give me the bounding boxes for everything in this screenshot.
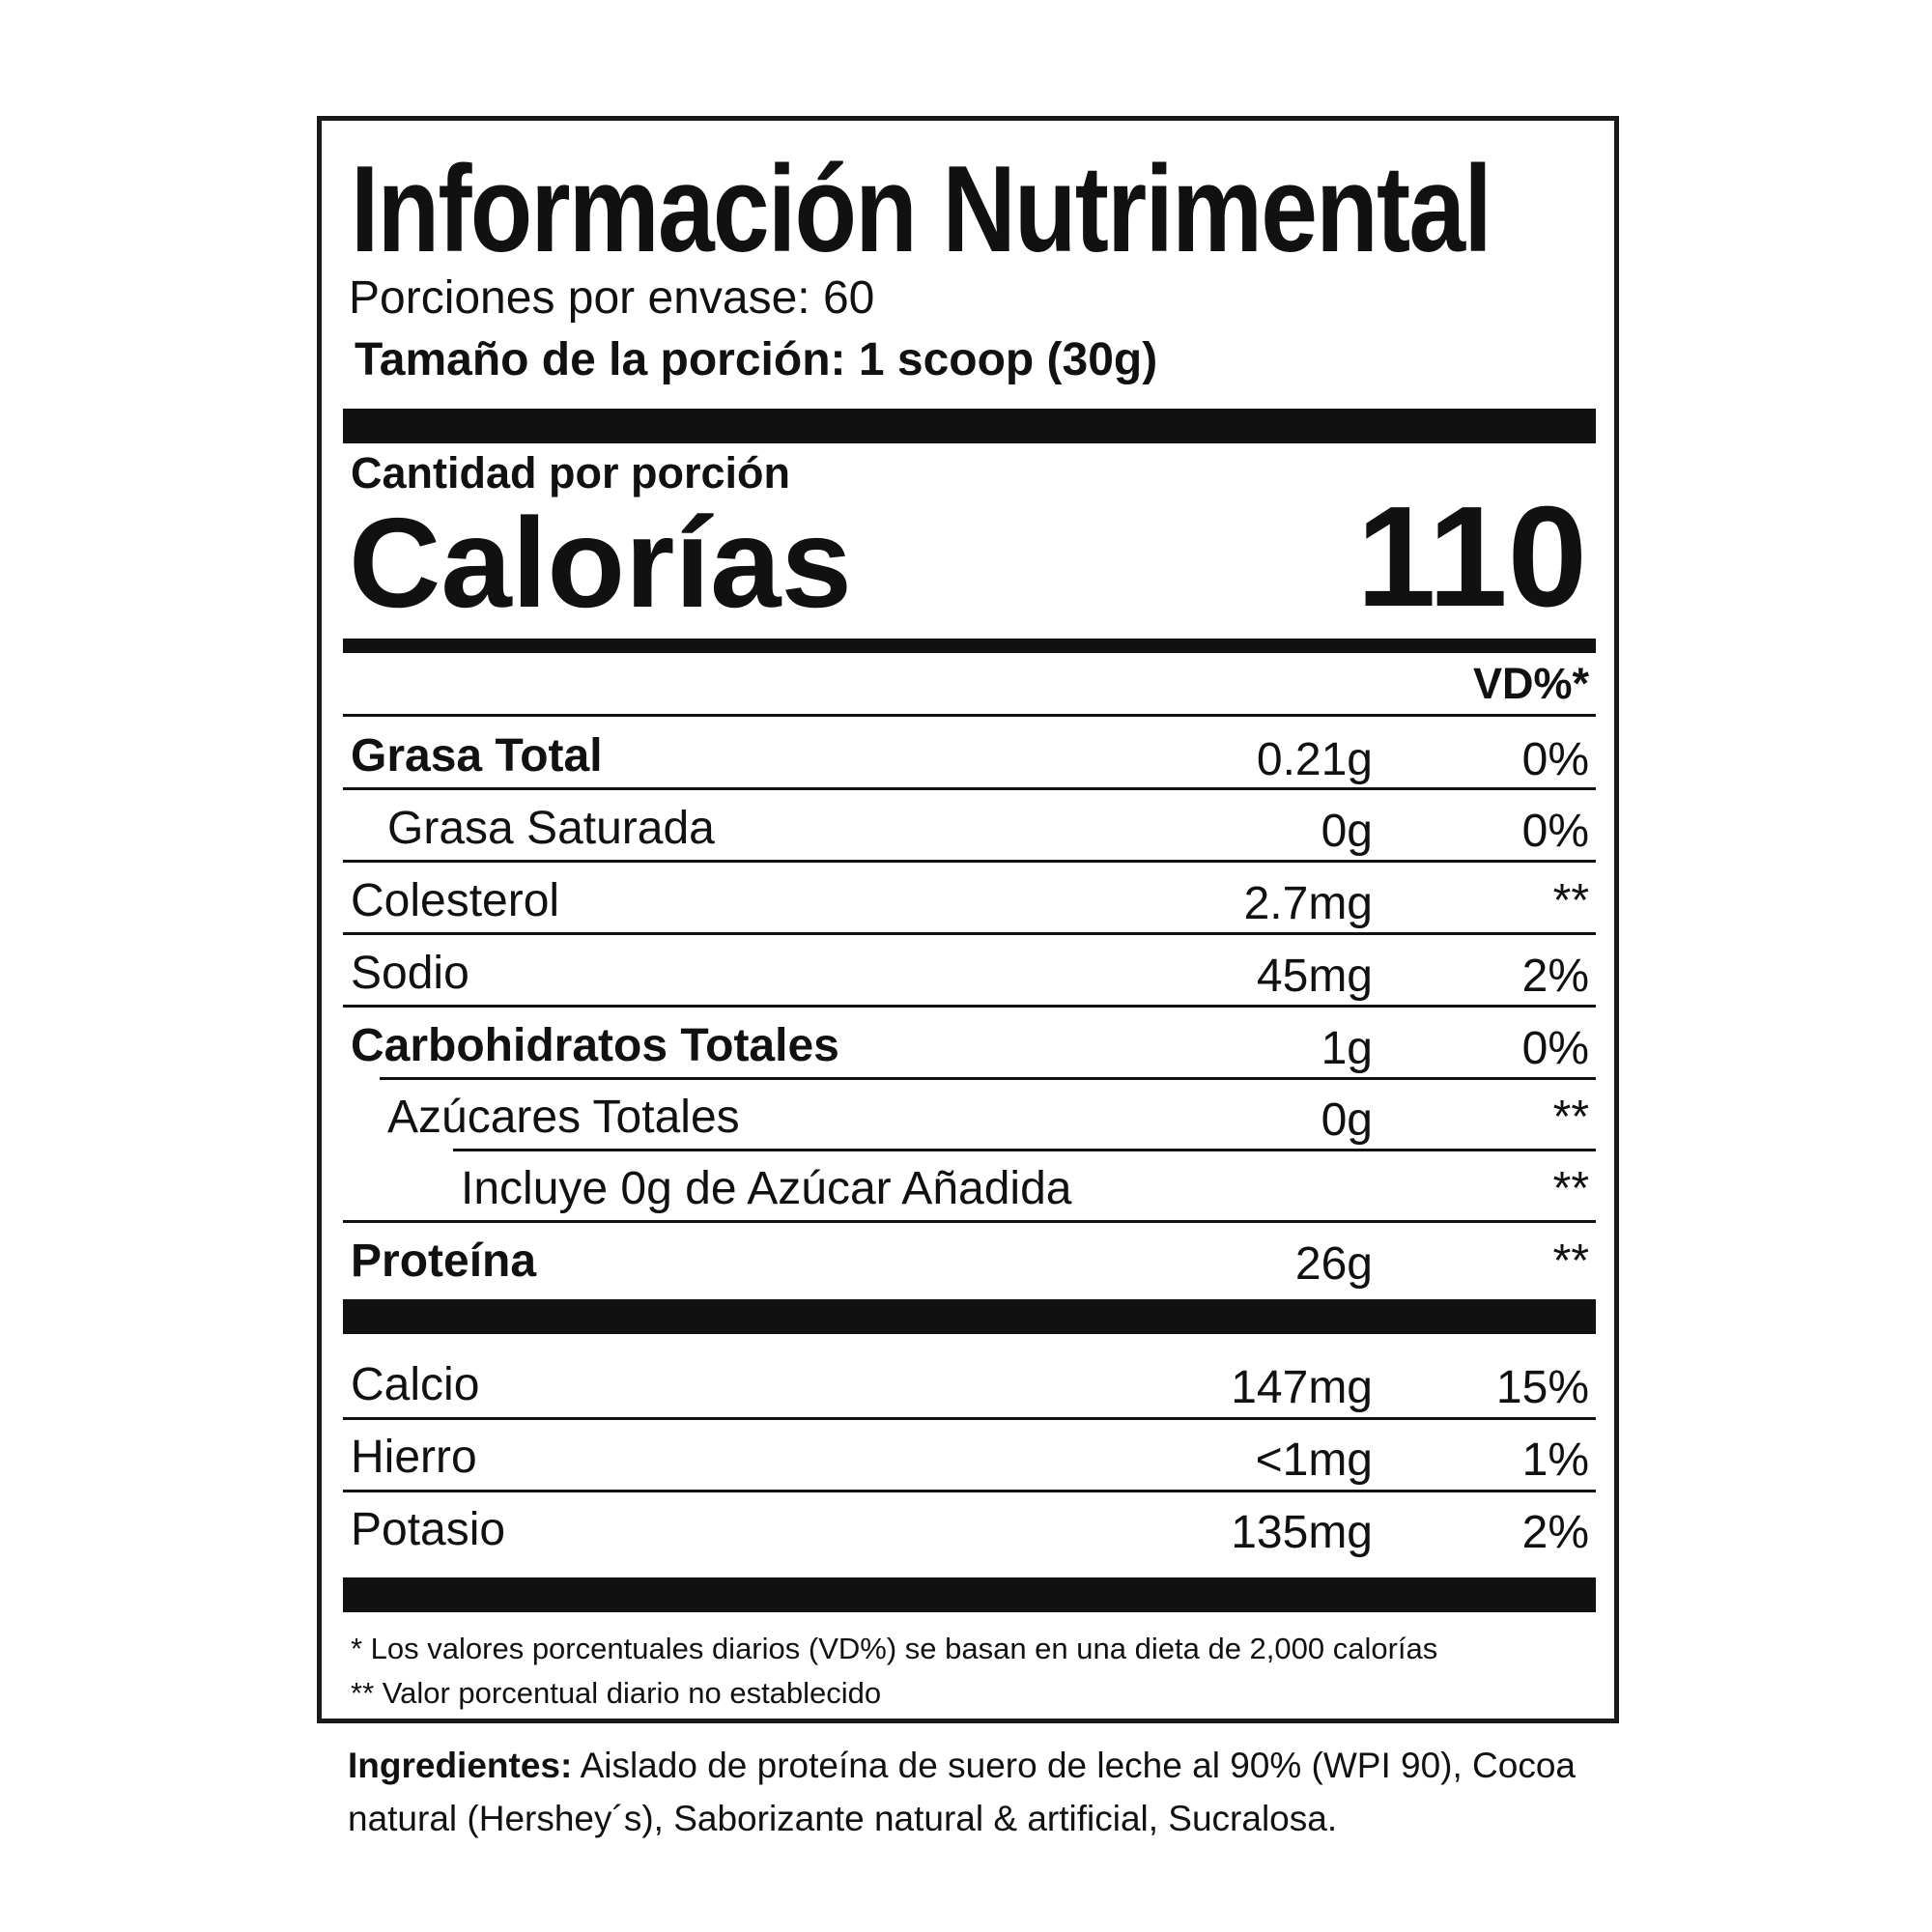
nutrient-dv-saturated-fat: 0% xyxy=(1521,806,1589,857)
nutrient-name-added-sugars: Incluye 0g de Azúcar Añadida xyxy=(461,1163,1072,1214)
nutrient-name-total-sugars: Azúcares Totales xyxy=(387,1092,740,1143)
nutrient-name-total-fat: Grasa Total xyxy=(351,730,603,781)
nutrient-amount-cholesterol: 2.7mg xyxy=(1243,878,1373,929)
nutrient-name-total-carbs: Carbohidratos Totales xyxy=(351,1020,839,1071)
nutrient-name-sodium: Sodio xyxy=(351,948,469,999)
nutrient-amount-total-sugars: 0g xyxy=(1321,1094,1373,1146)
row-divider xyxy=(343,714,1596,717)
mineral-dv-iron: 1% xyxy=(1521,1435,1589,1486)
nutrient-dv-protein: ** xyxy=(1552,1236,1589,1287)
thick-divider-top xyxy=(343,409,1596,443)
mineral-name-iron: Hierro xyxy=(351,1432,477,1483)
thick-divider-middle xyxy=(343,1299,1596,1334)
ingredients-statement xyxy=(348,1739,1633,1845)
calories-label: Calorías xyxy=(349,492,852,634)
mineral-dv-potassium: 2% xyxy=(1521,1507,1589,1558)
nutrient-dv-total-carbs: 0% xyxy=(1521,1023,1589,1074)
nutrient-dv-total-fat: 0% xyxy=(1521,734,1589,785)
nutrient-amount-total-carbs: 1g xyxy=(1321,1023,1373,1074)
nutrient-dv-cholesterol: ** xyxy=(1552,875,1589,926)
nutrient-amount-sodium: 45mg xyxy=(1256,951,1373,1002)
serving-size: Tamaño de la porción: 1 scoop (30g) xyxy=(355,334,1158,385)
nutrient-name-cholesterol: Colesterol xyxy=(351,875,560,926)
dv-header: VD%* xyxy=(1472,659,1589,708)
row-divider xyxy=(343,1005,1596,1008)
servings-per-container: Porciones por envase: 60 xyxy=(349,272,875,324)
nutrient-name-saturated-fat: Grasa Saturada xyxy=(387,803,715,854)
nutrient-amount-saturated-fat: 0g xyxy=(1321,806,1373,857)
mineral-amount-potassium: 135mg xyxy=(1231,1507,1373,1558)
calories-value: 110 xyxy=(1356,477,1587,637)
nutrient-amount-protein: 26g xyxy=(1294,1238,1373,1290)
nutrition-facts-panel xyxy=(317,116,1619,1723)
label-title: Información Nutrimental xyxy=(351,140,1491,278)
mineral-dv-calcium: 15% xyxy=(1495,1362,1589,1413)
footnote-dv-basis: * Los valores porcentuales diarios (VD%) se basan en una dieta de 2,000 calorías xyxy=(351,1632,1438,1665)
mineral-name-calcium: Calcio xyxy=(351,1359,480,1410)
row-divider xyxy=(343,860,1596,863)
nutrient-amount-total-fat: 0.21g xyxy=(1256,734,1373,785)
nutrient-dv-total-sugars: ** xyxy=(1552,1092,1589,1143)
row-divider xyxy=(343,1220,1596,1223)
amount-per-serving: Cantidad por porción xyxy=(351,448,790,497)
row-divider xyxy=(343,1417,1596,1420)
row-divider xyxy=(380,1077,1596,1080)
row-divider xyxy=(343,787,1596,790)
mineral-name-potassium: Potasio xyxy=(351,1504,506,1555)
row-divider xyxy=(343,1490,1596,1492)
nutrient-dv-sodium: 2% xyxy=(1521,951,1589,1002)
footnote-dv-not-established: ** Valor porcentual diario no establecido xyxy=(351,1676,882,1710)
mineral-amount-iron: <1mg xyxy=(1255,1435,1373,1486)
mineral-amount-calcium: 147mg xyxy=(1231,1362,1373,1413)
ingredients-label: Ingredientes: xyxy=(348,1746,573,1785)
thick-divider-bottom xyxy=(343,1577,1596,1612)
nutrient-name-protein: Proteína xyxy=(351,1236,537,1287)
nutrient-dv-added-sugars: ** xyxy=(1552,1163,1589,1214)
row-divider xyxy=(453,1149,1596,1151)
calories-divider xyxy=(343,639,1596,653)
ingredients-text: Aislado de proteína de suero de leche al 90% (WPI 90), Cocoa natural (Hershey´s), Saborizante natural & artificial, Sucralosa. xyxy=(348,1746,1577,1838)
row-divider xyxy=(343,932,1596,935)
